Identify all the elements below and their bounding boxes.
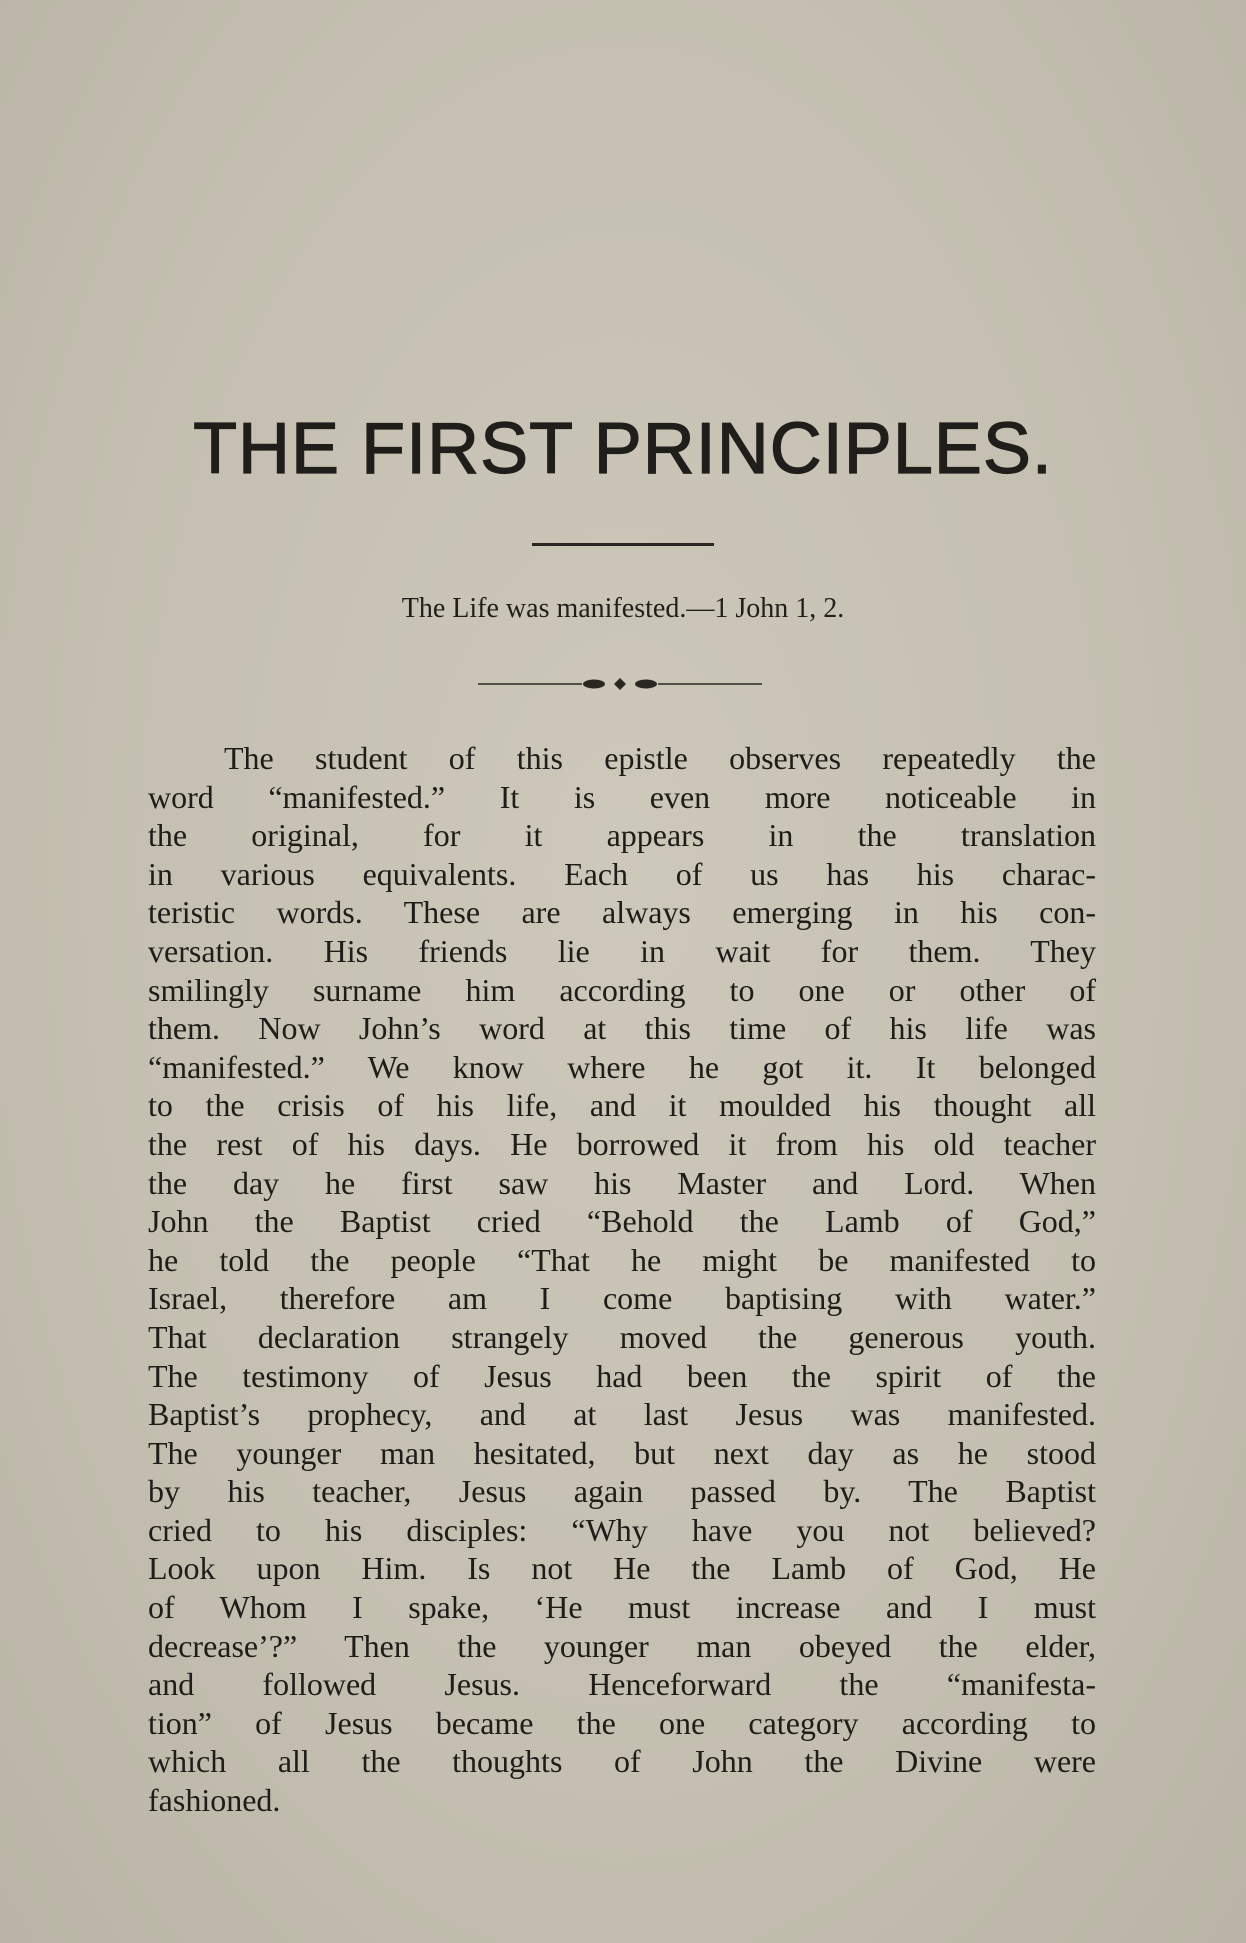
text-line: the day he first saw his Master and Lord. When — [148, 1164, 1096, 1201]
text-line: “manifested.” We know where he got it. It belonged — [148, 1048, 1096, 1085]
text-line: John the Baptist cried “Behold the Lamb of God,” — [148, 1203, 1096, 1240]
text-line: The student of this epistle observes repeatedly the — [224, 740, 1096, 776]
text-line: by his teacher, Jesus again passed by. The Baptist — [148, 1473, 1096, 1510]
text-line: That declaration strangely moved the generous youth. — [148, 1318, 1096, 1355]
text-line: Baptist’s prophecy, and at last Jesus was manifested. — [148, 1396, 1096, 1433]
body-paragraph — [148, 739, 1096, 1820]
text-line: The younger man hesitated, but next day as he stood — [148, 1434, 1096, 1471]
text-line: the original, for it appears in the translation — [148, 817, 1096, 854]
text-line: Look upon Him. Is not He the Lamb of God, He — [148, 1550, 1096, 1587]
text-line: in various equivalents. Each of us has his charac- — [148, 855, 1096, 892]
text-line: them. Now John’s word at this time of his life was — [148, 1010, 1096, 1047]
text-line: to the crisis of his life, and it moulded his thought all — [148, 1087, 1096, 1124]
text-line: and followed Jesus. Henceforward the “manifesta- — [148, 1666, 1096, 1703]
text-line: teristic words. These are always emerging in his con- — [148, 894, 1096, 931]
text-line: Israel, therefore am I come baptising with water.” — [148, 1280, 1096, 1317]
text-line: of Whom I spake, ‘He must increase and I must — [148, 1589, 1096, 1626]
text-line: smilingly surname him according to one or other of — [148, 971, 1096, 1008]
text-line: the rest of his days. He borrowed it from his old teacher — [148, 1125, 1096, 1162]
text-line: he told the people “That he might be manifested to — [148, 1241, 1096, 1278]
text-line: which all the thoughts of John the Divine were — [148, 1743, 1096, 1780]
text-line: fashioned. — [148, 1782, 281, 1819]
text-line: decrease’?” Then the younger man obeyed the elder, — [148, 1627, 1096, 1664]
text-line: cried to his disciples: “Why have you not believed? — [148, 1511, 1096, 1548]
title-rule — [532, 543, 714, 546]
text-line: The testimony of Jesus had been the spirit of the — [148, 1357, 1096, 1394]
text-line: tion” of Jesus became the one category according to — [148, 1704, 1096, 1741]
ornament-divider — [478, 674, 762, 694]
epigraph: The Life was manifested.—1 John 1, 2. — [401, 593, 845, 624]
text-line: word “manifested.” It is even more noticeable in — [148, 778, 1096, 815]
text-line: versation. His friends lie in wait for them. They — [148, 932, 1096, 969]
chapter-title: THE FIRST PRINCIPLES. — [193, 409, 1053, 489]
